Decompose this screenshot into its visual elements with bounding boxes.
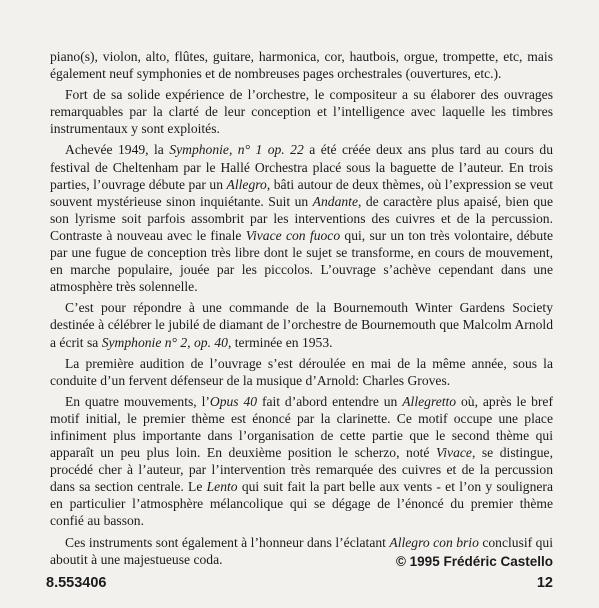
italic-text: Vivace [435,445,472,461]
text-run: , terminée en 1953. [227,334,333,350]
text-run: , bâti autour de deux thèmes, où l’expression se veut souvent mystérieuse sinon inquiétante. Suit un [50,176,553,209]
paragraph [50,141,553,295]
paragraph [50,393,553,530]
italic-text: Allegro con brio [389,534,479,550]
text-run: Ces instruments sont également à l’honneur dans l’éclatant [65,534,390,550]
italic-text: Vivace con fuoco [245,227,341,243]
text-run: Achevée 1949, la [65,142,170,158]
italic-text: Lento [206,479,238,495]
text-run: a été créée deux ans plus tard au cours du festival de Cheltenham par le Hallé Orchestra placé sous la baguette de l’auteur. En trois parties, l’ouvrage débute par un [50,142,554,192]
italic-text: Symphonie n° 2, op. 40 [101,334,228,350]
text-run: La première audition de l’ouvrage s’est déroulée en mai de la même année, sous la conduite d’un fervent défenseur de la musique d’Arnold: Charles Groves. [50,355,553,388]
paragraph [50,355,553,389]
text-run: , se distingue, procédé cher à l’auteur, par l’intervention très remarquée des cuivres et de la percussion dans sa section centrale. Le [50,445,553,495]
text-run: Fort de sa solide expérience de l’orchestre, le compositeur a su élaborer des ouvrages remarquables par la clarté de leur conception et l’intelligence avec laquelle les timbres instrumentaux y sont exploités. [50,87,553,137]
text-run: où, après le bref motif initial, le premier thème est énoncé par la clarinette. Ce motif occupe une place infiniment plus importante dans l’organisation de cette partie que le second thème qui apparaît un peu plus loin. En deuxième position le scherzo, noté [50,393,553,461]
page-number: 12 [536,575,553,591]
text-run: fait d’abord entendre un [257,393,403,409]
paragraph [50,299,553,350]
text-run: En quatre mouvements, l’ [65,393,210,409]
text-run: , de caractère plus apaisé, bien que son lyrisme soit parfois assombrit par les interventions des cuivres et de la percussion. Contraste à nouveau avec le finale [50,193,553,243]
body-text [50,48,553,568]
paragraph [50,48,553,82]
text-run: qui, sur un ton très volontaire, débute par une fugue de conception très libre dont le sujet se transforme, en cours de mouvement, en marche populaire, jouée par les piccolos. L’ouvrage s’achève cependant dans une atmosphère très solennelle. [50,227,554,295]
paragraph [50,86,553,137]
italic-text: Andante [312,193,358,209]
text-run: conclusif qui aboutit à une majestueuse coda. [50,534,553,567]
italic-text: Opus 40 [209,393,258,409]
copyright-credit: © 1995 Frédéric Castello [395,554,553,569]
italic-text: Allegretto [402,393,457,409]
text-run: qui suit fait la part belle aux vents - et l’on y soulignera en particulier l’atmosphère mélancolique qui se dégage de l’énoncé du premier thème confié au basson. [50,479,553,529]
text-run: piano(s), violon, alto, flûtes, guitare, harmonica, cor, hautbois, orgue, trompette, etc, mais également neuf symphonies et de nombreuses pages orchestrales (ouvertures, etc.). [50,49,553,82]
italic-text: Allegro [226,176,267,192]
italic-text: Symphonie, n° 1 op. 22 [169,142,304,158]
text-run: C’est pour répondre à une commande de la Bournemouth Winter Gardens Society destinée à célébrer le jubilé de diamant de l’orchestre de Bournemouth que Malcolm Arnold a écrit sa [50,300,553,350]
catalog-number: 8.553406 [46,575,107,591]
